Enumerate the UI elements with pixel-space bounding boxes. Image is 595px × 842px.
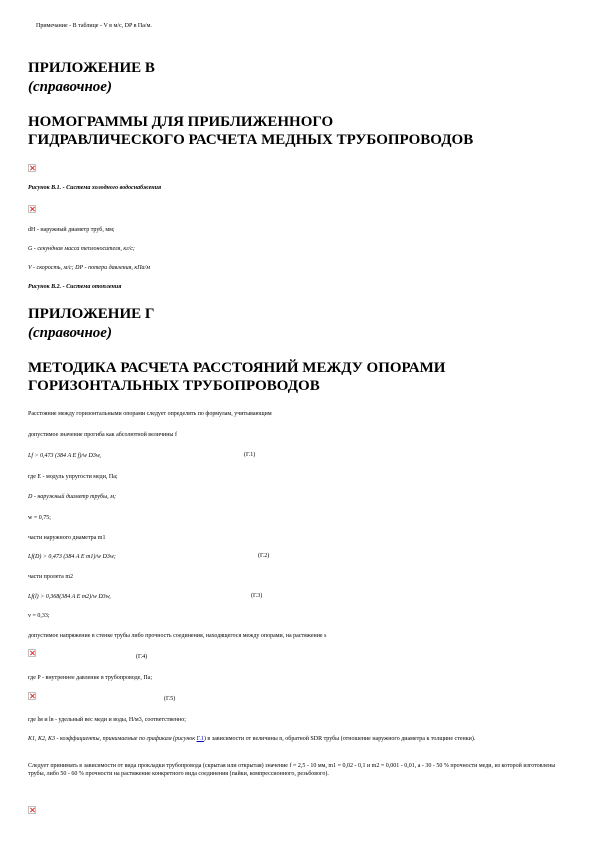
appendix-g-title: ПРИЛОЖЕНИЕ Г	[28, 306, 155, 322]
appendix-b-title: ПРИЛОЖЕНИЕ В	[28, 60, 155, 76]
appendix-g-heading-line1: МЕТОДИКА РАСЧЕТА РАССТОЯНИЙ МЕЖДУ ОПОРАМИ	[28, 360, 446, 376]
body-line: D - наружный диаметр трубы, м;	[28, 494, 116, 500]
figure-caption-b1: Рисунок В.1. - Система холодного водоснабжения	[28, 185, 162, 191]
legend-line-3: V - скорость, м/с; DP - потери давления, кПа/м	[28, 265, 151, 271]
appendix-b-heading-line1: НОМОГРАММЫ ДЛЯ ПРИБЛИЖЕННОГО	[28, 114, 334, 130]
broken-image-icon	[28, 649, 36, 657]
broken-image-icon	[28, 692, 36, 700]
equation-number: (Г.2)	[258, 553, 270, 559]
formula-line: Lf > 0,473 (384 A E f)/w D3w,	[28, 453, 101, 459]
body-line: Расстояние между горизонтальными опорами следует определять по формулам, учитывающим	[28, 411, 272, 417]
appendix-g-heading-line2: ГОРИЗОНТАЛЬНЫХ ТРУБОПРОВОДОВ	[28, 378, 320, 394]
equation-number: (Г.5)	[164, 696, 176, 702]
figure-caption-b2: Рисунок В.2. - Система отопления	[28, 284, 122, 290]
broken-image-icon	[28, 164, 36, 172]
legend-line-1: dН - наружный диаметр труб, мм;	[28, 227, 115, 233]
equation-number: (Г.4)	[136, 654, 148, 660]
body-line: где lм и lв - удельный вес меди и воды, Н/м3, соответственно;	[28, 717, 186, 723]
body-line: части наружного диаметра m1	[28, 535, 106, 541]
body-line: части пролета m2	[28, 574, 73, 580]
equation-number: (Г.1)	[244, 452, 256, 458]
recommendation-paragraph: Следует принимать в зависимости от вида прокладки трубопровода (скрытая или открытая) значение f = 2,5 - 10 мм, m1 = 0,02 - 0,1 и m2 = 0,001 - 0,01, a - 30 - 50 % прочности меди, из которой изготовлены трубы, либо 50 - 60 % прочности на растяжение конкретного вида соединения (пайки, компрессионного, резьбового).	[28, 763, 556, 777]
formula-line: Lf(D) > 0,473 (384 A E m1)/w D3w;	[28, 554, 116, 560]
coefficients-paragraph: К1, К2, К3 - коэффициенты, принимаемые по графикам (рисунок Г.1) в зависимости от величины n, обратной SDR трубы (отношение наружного диаметра к толщине стенки).	[28, 736, 476, 742]
figure-link[interactable]: Г.1	[196, 736, 204, 742]
broken-image-icon	[28, 205, 36, 213]
equation-number: (Г.3)	[251, 593, 263, 599]
body-line: где E - модуль упругости меди, Па;	[28, 474, 118, 480]
body-line: v = 0,33;	[28, 613, 50, 619]
body-line: допустимое значение прогиба как абсолютной величины f	[28, 432, 177, 438]
body-line: допустимое напряжение в стенке трубы либо прочность соединения, находящегося между опорами, на растяжение s	[28, 633, 327, 639]
body-line: где P - внутреннее давление в трубопроводе, Па;	[28, 675, 152, 681]
legend-line-2: G - секундная масса теплоносителя, кг/с;	[28, 246, 135, 252]
appendix-b-heading-line2: ГИДРАВЛИЧЕСКОГО РАСЧЕТА МЕДНЫХ ТРУБОПРОВОДОВ	[28, 132, 474, 148]
table-note: Примечание - В таблице - V в м/с, DP в Па/м.	[36, 23, 152, 29]
formula-line: Lf(l) > 0,368(384 A E m2)/w D3w,	[28, 594, 111, 600]
broken-image-icon	[28, 806, 36, 814]
body-line: w = 0,75;	[28, 515, 51, 521]
appendix-g-subtitle: (справочное)	[28, 325, 112, 341]
appendix-b-subtitle: (справочное)	[28, 79, 112, 95]
